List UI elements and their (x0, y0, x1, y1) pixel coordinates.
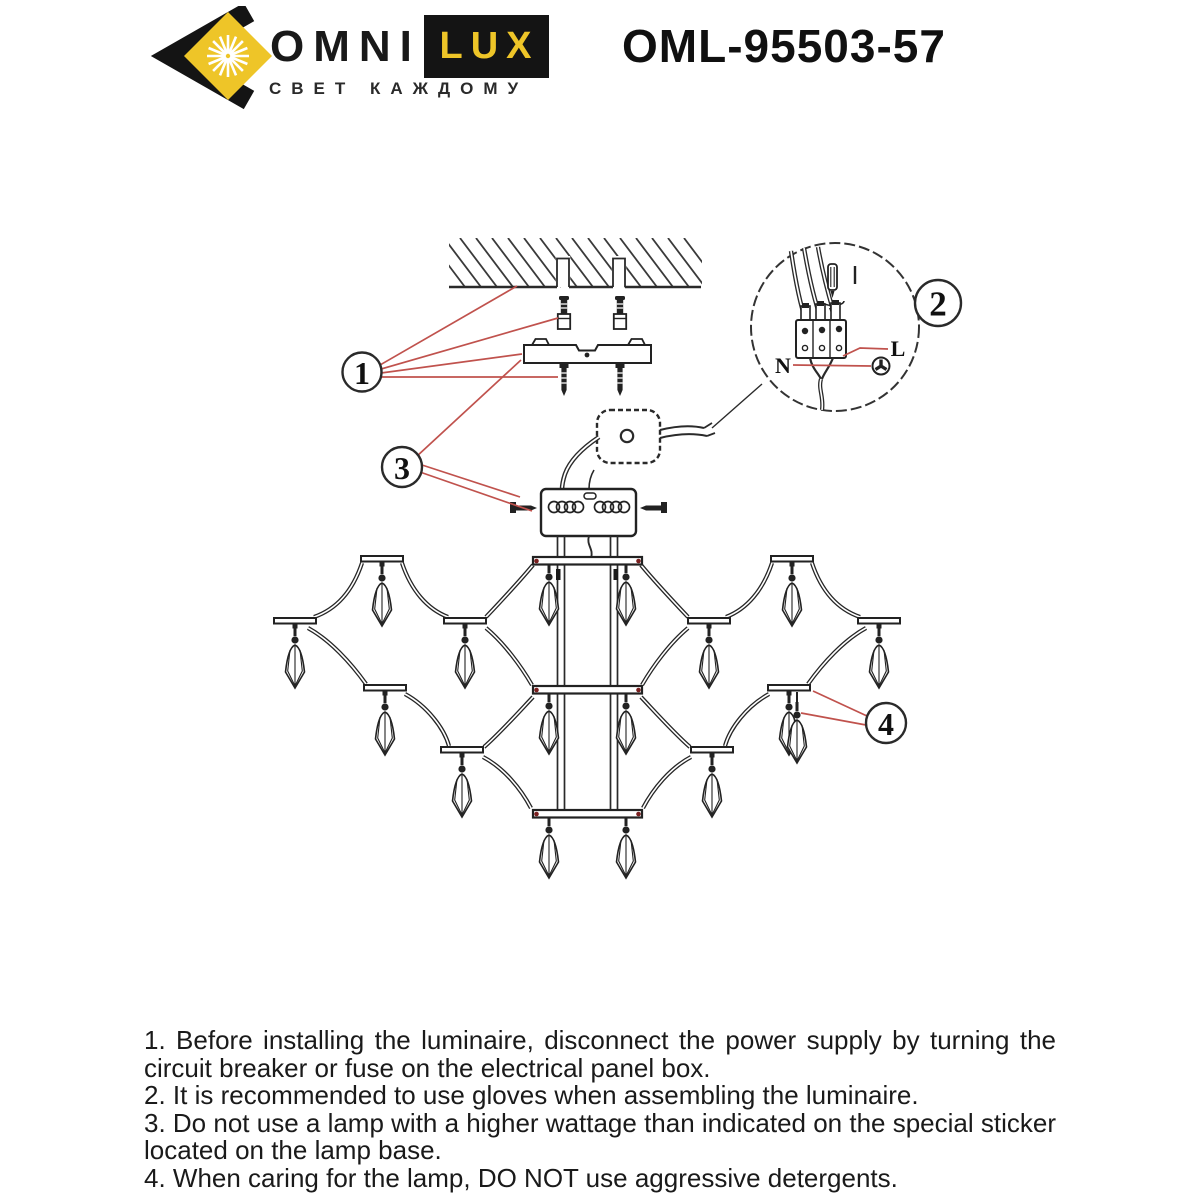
ceiling (412, 238, 721, 287)
callout-4-badge (866, 703, 906, 743)
callout-2-badge (915, 280, 961, 326)
driver-wire (562, 437, 599, 490)
wiring-detail-bubble (751, 243, 919, 411)
callout-1-badge (343, 353, 382, 392)
mounting-plate (524, 339, 651, 363)
crystal-drops-center (540, 564, 636, 878)
brand-word-omni: OMNI (270, 22, 421, 71)
svg-text:3: 3 (394, 450, 410, 486)
svg-text:4: 4 (878, 706, 894, 742)
bell-arms (308, 563, 533, 808)
instructions (144, 1027, 1056, 1193)
drill-hole (612, 256, 626, 287)
suspension-rails (558, 536, 618, 815)
model-number: OML-95503-57 (622, 20, 946, 72)
wall-anchor (614, 296, 626, 329)
svg-text:1: 1 (354, 355, 370, 391)
bell-arms (641, 563, 866, 808)
wall-anchor (558, 296, 570, 329)
brand-tagline: СВЕТ КАЖДОМУ (269, 79, 529, 98)
driver-box (597, 410, 660, 463)
terminal-block (796, 300, 846, 358)
drill-hole (556, 256, 570, 287)
label-neutral: N (775, 353, 791, 378)
ground-screw-icon (873, 358, 890, 375)
mounting-screw (560, 364, 569, 396)
instruction-line: 3. Do not use a lamp with a higher wattage than indicated on the special sticker (144, 1107, 1056, 1138)
callout-3-badge (382, 447, 422, 487)
chandelier-frame (274, 536, 900, 878)
detail-pointer-line (712, 384, 762, 428)
canopy-side-screw (640, 502, 667, 513)
svg-text:2: 2 (929, 284, 947, 324)
crystal-drops-right (688, 556, 900, 817)
label-live: L (890, 336, 906, 361)
mounting-screw (616, 364, 625, 396)
instruction-line: circuit breaker or fuse on the electrical panel box. (144, 1052, 711, 1083)
brand-word-lux: LUX (439, 25, 540, 67)
instruction-line: 1. Before installing the luminaire, disconnect the power supply by turning the (144, 1025, 1056, 1055)
canopy-slot (584, 493, 596, 499)
crystal-drops-left (274, 556, 486, 817)
instruction-line: located on the lamp base. (144, 1135, 442, 1166)
center-cord (588, 536, 591, 558)
mains-cable (660, 423, 715, 438)
canopy (510, 489, 667, 536)
instruction-line: 2. It is recommended to use gloves when assembling the luminaire. (144, 1080, 919, 1111)
instruction-line: 4. When caring for the lamp, DO NOT use aggressive detergents. (144, 1162, 898, 1193)
